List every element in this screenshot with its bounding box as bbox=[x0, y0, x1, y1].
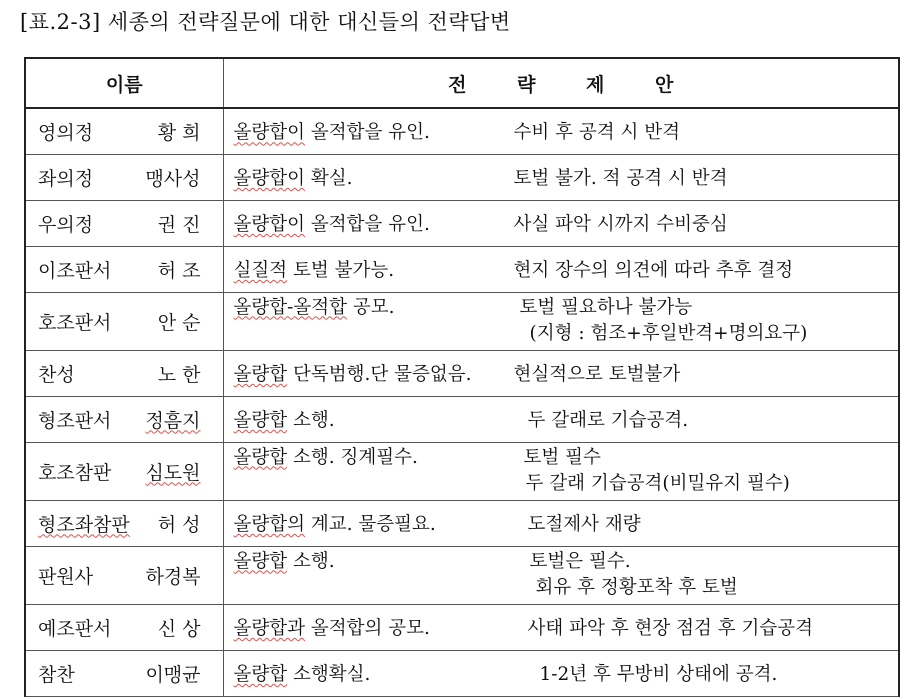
strategy-proposal: 1-2년 후 무방비 상태에 공격. bbox=[539, 664, 778, 685]
situation-assessment-text: 올량합의 계교. 물증필요. bbox=[233, 514, 436, 535]
proposal-line bbox=[224, 510, 899, 536]
situation-assessment bbox=[224, 256, 514, 282]
official-title: 참찬 bbox=[38, 663, 75, 686]
proposal-cell bbox=[223, 604, 899, 650]
official-name: 허 조 bbox=[157, 259, 201, 282]
situation-assessment bbox=[224, 293, 514, 319]
name-line bbox=[26, 562, 223, 589]
official-title: 찬성 bbox=[38, 363, 75, 386]
strategy-proposal: 현실적으로 토벌불가 bbox=[513, 364, 681, 385]
spellcheck-word: 올량합 bbox=[233, 446, 288, 468]
official-name: 맹사성 bbox=[145, 167, 201, 190]
table-caption: [표.2-3] 세종의 전략질문에 대한 대신들의 전략답변 bbox=[20, 10, 511, 34]
name-line bbox=[26, 614, 223, 641]
spellcheck-word: 올량합 bbox=[233, 410, 288, 431]
proposal-line bbox=[224, 256, 899, 282]
official-name: 황 희 bbox=[157, 121, 201, 144]
strategy-proposal-detail: (지형 : 험조+후일반격+명의요구) bbox=[529, 322, 808, 344]
name-line bbox=[26, 458, 223, 485]
spellcheck-word: 올량합과 bbox=[233, 618, 305, 639]
official-name: 권 진 bbox=[157, 213, 201, 236]
table-row bbox=[25, 350, 899, 396]
proposal-cell bbox=[223, 200, 899, 246]
spellcheck-word: 올량합 bbox=[233, 364, 288, 385]
proposal-line bbox=[224, 406, 899, 432]
proposal-line bbox=[224, 118, 899, 144]
spellcheck-word: 올량합의 bbox=[233, 514, 305, 535]
situation-assessment-text: 올량합이 올적합을 유인. bbox=[233, 122, 430, 144]
official-title: 좌의정 bbox=[38, 167, 94, 190]
proposal-cell bbox=[223, 246, 899, 292]
strategy-proposal: 수비 후 공격 시 반격 bbox=[513, 122, 680, 144]
spacer bbox=[224, 573, 514, 599]
name-cell bbox=[25, 442, 223, 500]
proposal-line bbox=[224, 614, 899, 640]
proposal-cell bbox=[223, 500, 899, 546]
name-line bbox=[26, 210, 223, 237]
name-line bbox=[26, 118, 223, 145]
table-header-row bbox=[25, 58, 899, 108]
proposal-cell bbox=[223, 154, 899, 200]
spellcheck-word: 올량합 bbox=[233, 550, 288, 572]
situation-assessment-text: 올량합과 올적합의 공모. bbox=[233, 618, 430, 639]
official-name: 이맹균 bbox=[145, 663, 201, 686]
proposal-cell bbox=[223, 650, 899, 696]
name-line bbox=[26, 406, 223, 433]
situation-assessment bbox=[224, 443, 514, 469]
table-row bbox=[25, 200, 899, 246]
name-line bbox=[26, 360, 223, 387]
name-line bbox=[26, 164, 223, 191]
situation-assessment bbox=[224, 660, 514, 686]
strategy-proposal-detail: 두 갈래 기습공격(비밀유지 필수) bbox=[525, 472, 790, 494]
name-cell bbox=[25, 108, 223, 154]
name-line bbox=[26, 256, 223, 283]
name-cell bbox=[25, 350, 223, 396]
situation-assessment-text: 올량합 소행확실. bbox=[233, 664, 371, 685]
situation-assessment-text: 올량합 소행. bbox=[233, 550, 335, 572]
situation-assessment-text: 올량합 소행. 징계필수. bbox=[233, 446, 418, 468]
name-cell bbox=[25, 292, 223, 350]
name-cell bbox=[25, 604, 223, 650]
spellcheck-word: 올량합-올적합 bbox=[233, 296, 347, 318]
situation-assessment bbox=[224, 510, 514, 536]
spellcheck-word: 실질적 bbox=[233, 260, 288, 281]
table-row bbox=[25, 396, 899, 442]
name-cell bbox=[25, 200, 223, 246]
official-title: 호조참판 bbox=[38, 461, 112, 484]
official-name: 하경복 bbox=[145, 565, 201, 588]
table-row bbox=[25, 154, 899, 200]
official-name: 심도원 bbox=[145, 461, 201, 484]
header-name: 이름 bbox=[25, 58, 223, 108]
proposal-cell bbox=[223, 396, 899, 442]
situation-assessment-text: 올량합 소행. bbox=[233, 410, 335, 431]
official-title: 영의정 bbox=[38, 121, 94, 144]
spellcheck-word: 올량합이 bbox=[233, 168, 305, 189]
official-title: 형조좌참판 bbox=[38, 513, 130, 536]
proposal-cell bbox=[223, 108, 899, 154]
situation-assessment-text: 올량합이 확실. bbox=[233, 168, 353, 189]
situation-assessment bbox=[224, 406, 514, 432]
strategy-proposal-detail: 회유 후 정황포착 후 토벌 bbox=[535, 576, 738, 598]
table-row bbox=[25, 108, 899, 154]
name-cell bbox=[25, 154, 223, 200]
proposal-line bbox=[224, 443, 899, 469]
proposal-cell bbox=[223, 442, 899, 500]
table-row bbox=[25, 442, 899, 500]
proposal-line-2 bbox=[224, 319, 899, 345]
name-cell bbox=[25, 500, 223, 546]
table-row bbox=[25, 292, 899, 350]
strategy-proposal: 현지 장수의 의견에 따라 추후 결정 bbox=[513, 260, 794, 281]
situation-assessment bbox=[224, 547, 514, 573]
situation-assessment bbox=[224, 614, 514, 640]
name-cell bbox=[25, 546, 223, 604]
situation-assessment-text: 올량합 단독범행.단 물증없음. bbox=[233, 364, 472, 385]
official-title: 이조판서 bbox=[38, 259, 112, 282]
spacer bbox=[224, 469, 514, 495]
situation-assessment-text: 실질적 토벌 불가능. bbox=[233, 260, 395, 281]
proposal-line-2 bbox=[224, 573, 899, 599]
situation-assessment bbox=[224, 360, 514, 386]
table-row bbox=[25, 650, 899, 696]
strategy-proposal: 토벌 불가. 적 공격 시 반격 bbox=[513, 168, 728, 189]
name-line bbox=[26, 510, 223, 537]
name-line bbox=[26, 660, 223, 687]
header-proposal bbox=[223, 58, 899, 108]
strategy-proposal: 두 갈래로 기습공격. bbox=[527, 410, 689, 431]
strategy-proposal: 토벌 필수 bbox=[523, 446, 601, 468]
strategy-proposal: 사실 파악 시까지 수비중심 bbox=[513, 214, 728, 235]
official-name: 정흠지 bbox=[145, 409, 201, 432]
proposal-line-2 bbox=[224, 469, 899, 495]
official-title: 호조판서 bbox=[38, 311, 112, 334]
name-cell bbox=[25, 246, 223, 292]
name-cell bbox=[25, 396, 223, 442]
strategy-proposal: 사태 파악 후 현장 점검 후 기습공격 bbox=[527, 618, 813, 639]
proposal-cell bbox=[223, 350, 899, 396]
spellcheck-word: 올량합이 bbox=[233, 214, 305, 235]
official-name: 신 상 bbox=[157, 617, 201, 640]
proposal-cell bbox=[223, 292, 899, 350]
official-title: 예조판서 bbox=[38, 617, 112, 640]
table-row bbox=[25, 246, 899, 292]
strategy-proposal: 도절제사 재량 bbox=[527, 514, 641, 535]
official-name: 허 성 bbox=[157, 513, 201, 536]
table-row bbox=[25, 604, 899, 650]
spellcheck-word: 올량합 bbox=[233, 664, 288, 685]
spacer bbox=[224, 319, 514, 345]
proposal-line bbox=[224, 360, 899, 386]
proposal-cell bbox=[223, 546, 899, 604]
proposal-line bbox=[224, 210, 899, 236]
name-line bbox=[26, 308, 223, 335]
header-proposal-label: 전 략 제 안 bbox=[448, 73, 696, 96]
strategy-proposal: 토벌은 필수. bbox=[529, 550, 631, 572]
proposal-line bbox=[224, 293, 899, 319]
official-title: 형조판서 bbox=[38, 409, 112, 432]
strategy-table bbox=[24, 57, 900, 697]
table-row bbox=[25, 500, 899, 546]
proposal-line bbox=[224, 547, 899, 573]
situation-assessment-text: 올량합-올적합 공모. bbox=[233, 296, 395, 318]
strategy-proposal: 토벌 필요하나 불가능 bbox=[519, 296, 693, 318]
name-cell bbox=[25, 650, 223, 696]
situation-assessment bbox=[224, 164, 514, 190]
spellcheck-word: 올량합이 bbox=[233, 122, 305, 144]
official-title: 우의정 bbox=[38, 213, 94, 236]
situation-assessment-text: 올량합이 올적합을 유인. bbox=[233, 214, 430, 235]
proposal-line bbox=[224, 660, 899, 686]
table-row bbox=[25, 546, 899, 604]
proposal-line bbox=[224, 164, 899, 190]
official-name: 안 순 bbox=[157, 311, 201, 334]
official-name: 노 한 bbox=[157, 363, 201, 386]
situation-assessment bbox=[224, 118, 514, 144]
official-title: 판원사 bbox=[38, 565, 94, 588]
situation-assessment bbox=[224, 210, 514, 236]
